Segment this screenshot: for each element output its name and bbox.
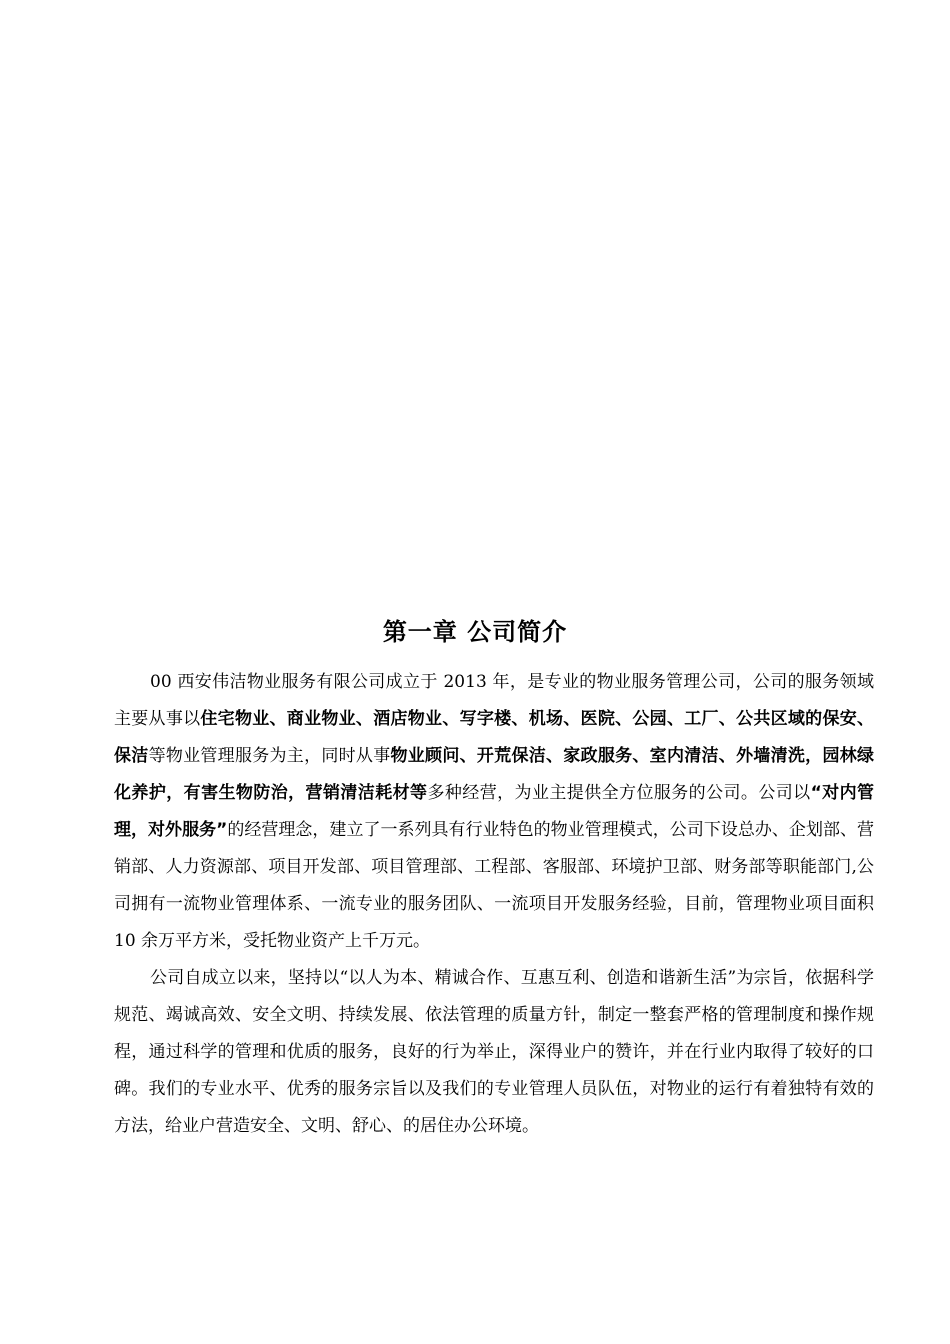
intro-bold-services: 物业顾问、开荒保洁、家政服务、室内清洁、外墙清洗，园林绿化养护，有害生物防治，营销清洁耗材等 (114, 746, 875, 803)
intro-bold-motto: “对内管理，对外服务” (114, 783, 875, 840)
company-intro-paragraph (114, 664, 874, 960)
intro-text-1: 00 西安伟洁物业服务有限公司成立于 2013 年，是专业的物业服务管理公司，公司的服务领域主要从事以 (114, 672, 874, 729)
intro-text-3: 多种经营，为业主提供全方位服务的公司。公司以 (427, 783, 811, 803)
chapter-body (114, 664, 874, 1145)
chapter-title: 第一章 公司简介 (382, 618, 568, 646)
intro-text-4: 的经营理念，建立了一系列具有行业特色的物业管理模式，公司下设总办、企划部、营销部、人力资源部、项目开发部、项目管理部、工程部、客服部、环境护卫部、财务部等职能部门,公司拥有一流物业管理体系、一流专业的服务团队、一流项目开发服务经验，目前，管理物业项目面积 10 余万平方米，受托物业资产上千万元。 (114, 820, 874, 951)
intro-text-2: 等物业管理服务为主，同时从事 (148, 746, 391, 766)
company-philosophy-paragraph: 公司自成立以来，坚持以“以人为本、精诚合作、互惠互利、创造和谐新生活”为宗旨，依据科学规范、竭诚高效、安全文明、持续发展、依法管理的质量方针，制定一整套严格的管理制度和操作规程，通过科学的管理和优质的服务，良好的行为举止，深得业户的赞许，并在行业内取得了较好的口碑。我们的专业水平、优秀的服务宗旨以及我们的专业管理人员队伍，对物业的运行有着独特有效的方法，给业户营造安全、文明、舒心、的居住办公环境。 (114, 968, 874, 1136)
intro-bold-service-areas: 住宅物业、商业物业、酒店物业、写字楼、机场、医院、公园、工厂、公共区域的保安、保洁 (114, 709, 875, 766)
